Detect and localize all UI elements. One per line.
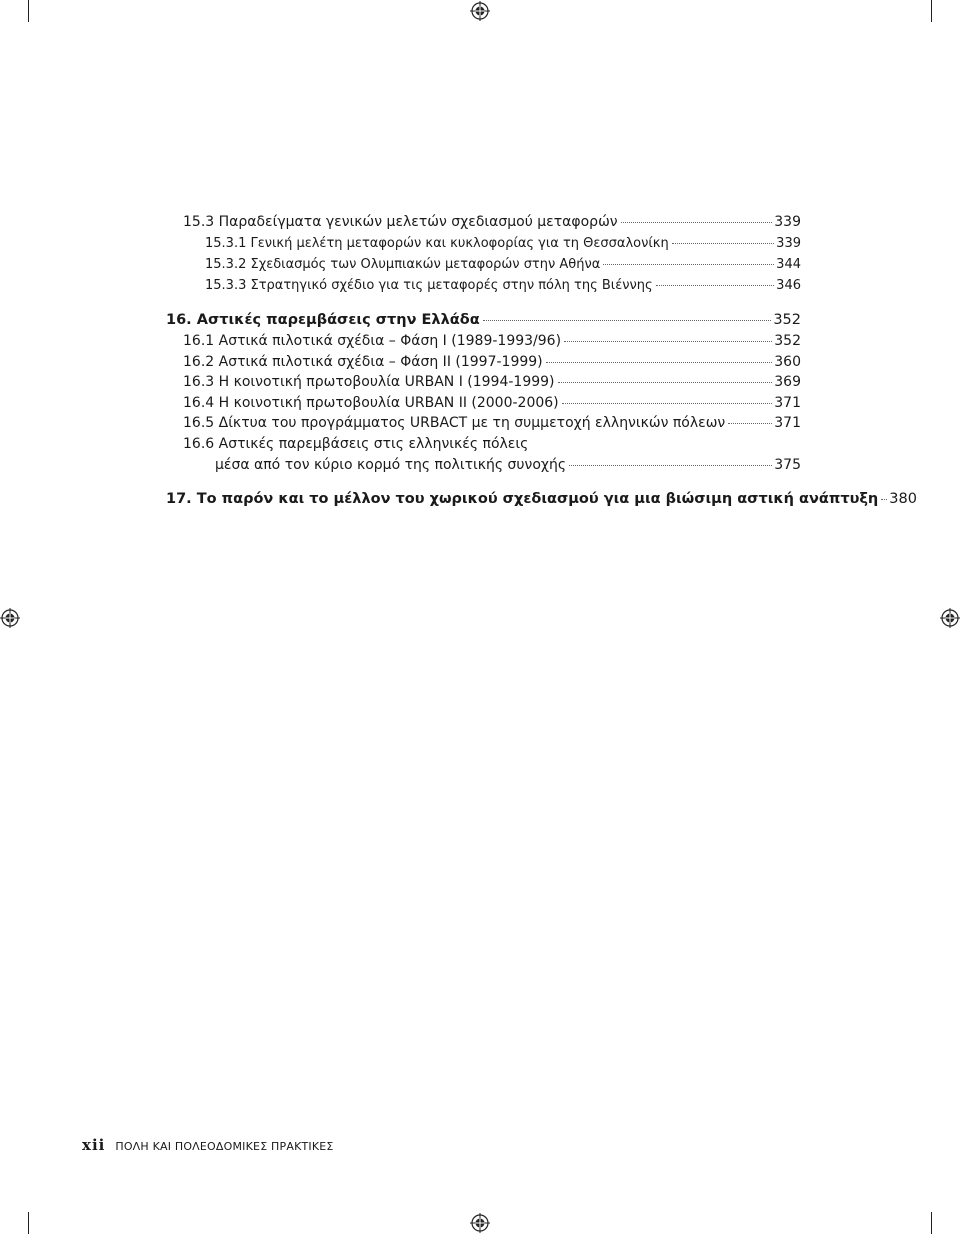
toc-entry-page: 369 bbox=[774, 374, 801, 390]
toc-entry-15-3-3 bbox=[205, 278, 801, 293]
toc-entry-label: 16.4 Η κοινοτική πρωτοβουλία URBAN II (2000-2006) bbox=[183, 395, 559, 411]
toc-entry-label: μέσα από τον κύριο κορμό της πολιτικής συνοχής bbox=[215, 457, 567, 473]
registration-mark-left-icon bbox=[0, 608, 20, 628]
toc-entry-page: 375 bbox=[774, 457, 801, 473]
toc-entry-16-2 bbox=[183, 354, 801, 370]
toc-entry-label: 16.2 Αστικά πιλοτικά σχέδια – Φάση ΙΙ (1997-1999) bbox=[183, 354, 543, 370]
dot-leader bbox=[562, 403, 773, 404]
toc-entry-16-3 bbox=[183, 374, 801, 390]
page-number: xii bbox=[82, 1136, 106, 1154]
toc-entry-16-1 bbox=[183, 333, 801, 349]
crop-mark-top-left bbox=[28, 0, 29, 22]
toc-entry-page: 352 bbox=[774, 333, 801, 349]
toc-entry-15-3-2 bbox=[205, 257, 801, 272]
toc-entry-page: 371 bbox=[774, 395, 801, 411]
toc-entry-label: 16.5 Δίκτυα του προγράμματος URBACT με τη συμμετοχή ελληνικών πόλεων bbox=[183, 415, 726, 431]
dot-leader bbox=[656, 285, 775, 286]
toc-entry-16-6-line1: 16.6 Αστικές παρεμβάσεις στις ελληνικές πόλεις bbox=[183, 436, 529, 452]
registration-mark-top-icon bbox=[470, 1, 490, 21]
toc-chapter-17 bbox=[166, 491, 917, 507]
toc-entry-label: 15.3 Παραδείγματα γενικών μελετών σχεδιασμού μεταφορών bbox=[183, 214, 618, 230]
page-footer bbox=[82, 1136, 334, 1154]
toc-entry-label: 15.3.2 Σχεδιασμός των Ολυμπιακών μεταφορών στην Αθήνα bbox=[205, 257, 601, 272]
toc-entry-label: 16.3 Η κοινοτική πρωτοβουλία URBAN I (1994-1999) bbox=[183, 374, 555, 390]
toc-entry-page: 344 bbox=[776, 257, 801, 272]
dot-leader bbox=[546, 362, 773, 363]
crop-mark-bottom-left bbox=[28, 1212, 29, 1234]
toc-entry-page: 339 bbox=[776, 236, 801, 251]
running-title: ΠΟΛΗ ΚΑΙ ΠΟΛΕΟΔΟΜΙΚΕΣ ΠΡΑΚΤΙΚΕΣ bbox=[115, 1140, 334, 1153]
toc-chapter-16 bbox=[166, 312, 801, 328]
toc-entry-label: 16.1 Αστικά πιλοτικά σχέδια – Φάση Ι (1989-1993/96) bbox=[183, 333, 562, 349]
dot-leader bbox=[564, 341, 772, 342]
registration-mark-bottom-icon bbox=[470, 1213, 490, 1233]
toc-entry-16-5 bbox=[183, 415, 801, 431]
toc-entry-label: 15.3.1 Γενική μελέτη μεταφορών και κυκλοφορίας για τη Θεσσαλονίκη bbox=[205, 236, 669, 251]
dot-leader bbox=[621, 222, 773, 223]
dot-leader bbox=[569, 465, 772, 466]
dot-leader bbox=[881, 499, 887, 500]
toc-entry-page: 360 bbox=[774, 354, 801, 370]
dot-leader bbox=[728, 423, 772, 424]
crop-mark-top-right bbox=[931, 0, 932, 22]
toc-entry-page: 346 bbox=[776, 278, 801, 293]
dot-leader bbox=[672, 243, 774, 244]
toc-entry-15-3-1 bbox=[205, 236, 801, 251]
crop-mark-bottom-right bbox=[931, 1212, 932, 1234]
toc-entry-page: 339 bbox=[774, 214, 801, 230]
toc-entry-label: 17. Το παρόν και το μέλλον του χωρικού σχεδιασμού για μια βιώσιμη αστική ανάπτυξη bbox=[166, 491, 879, 507]
toc-entry-16-6-line2 bbox=[215, 457, 801, 473]
toc-entry-label: 15.3.3 Στρατηγικό σχέδιο για τις μεταφορές στην πόλη της Βιέννης bbox=[205, 278, 653, 293]
dot-leader bbox=[558, 382, 773, 383]
toc-entry-page: 352 bbox=[773, 312, 801, 328]
registration-mark-right-icon bbox=[940, 608, 960, 628]
toc-entry-label: 16. Αστικές παρεμβάσεις στην Ελλάδα bbox=[166, 312, 480, 328]
dot-leader bbox=[483, 320, 772, 321]
toc-entry-15-3 bbox=[183, 214, 801, 230]
toc-entry-16-4 bbox=[183, 395, 801, 411]
dot-leader bbox=[603, 264, 774, 265]
toc-entry-page: 380 bbox=[889, 491, 917, 507]
toc-entry-page: 371 bbox=[774, 415, 801, 431]
